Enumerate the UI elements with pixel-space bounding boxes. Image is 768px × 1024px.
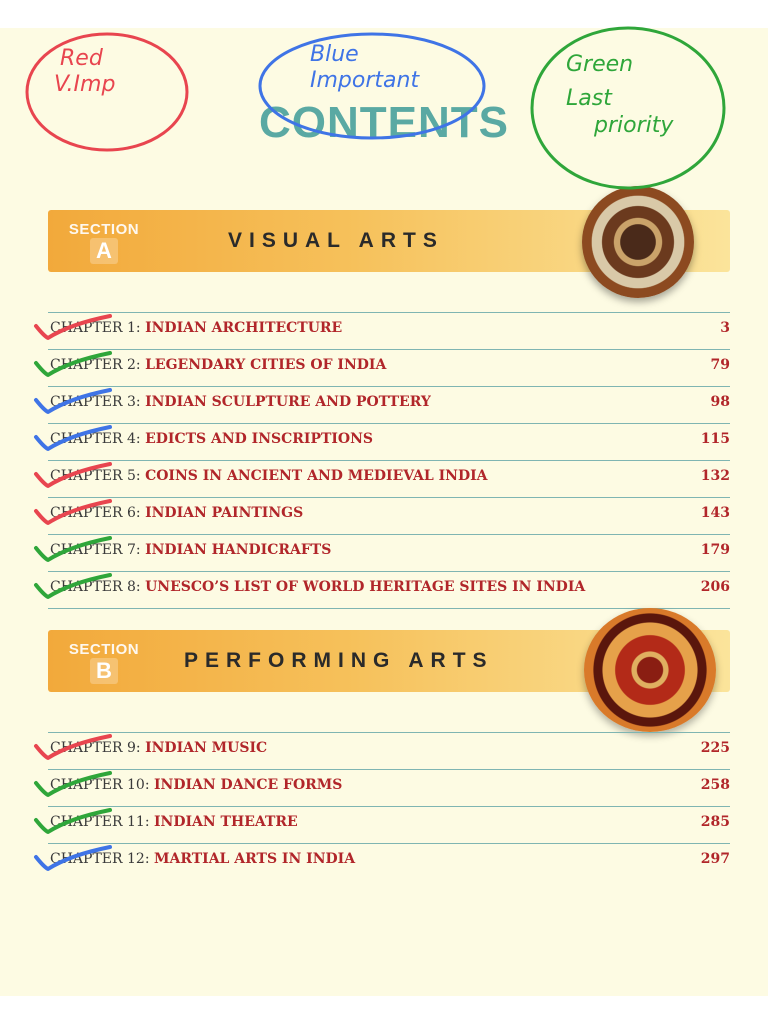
chapter-page: 132 xyxy=(700,468,730,484)
chapter-label xyxy=(50,431,373,447)
toc-row[interactable] xyxy=(48,386,730,423)
chapter-number: CHAPTER 5: xyxy=(50,468,146,484)
chapter-title: INDIAN PAINTINGS xyxy=(145,505,304,521)
chapter-label xyxy=(50,542,331,558)
chapter-label xyxy=(50,814,298,830)
chapter-page: 225 xyxy=(700,740,730,756)
chapter-label xyxy=(50,320,342,336)
chapter-page: 206 xyxy=(700,579,730,595)
chapter-page: 297 xyxy=(700,851,730,867)
chapter-title: UNESCO’S LIST OF WORLD HERITAGE SITES IN INDIA xyxy=(145,579,586,595)
divider xyxy=(48,608,730,609)
section-b-title: PERFORMING ARTS xyxy=(184,649,494,672)
chapter-number: CHAPTER 6: xyxy=(50,505,146,521)
chapter-number: CHAPTER 3: xyxy=(50,394,146,410)
annotation-blue-line1: Blue xyxy=(310,42,359,67)
chapter-title: EDICTS AND INSCRIPTIONS xyxy=(145,431,374,447)
section-a-badge xyxy=(50,212,158,272)
annotation-blue-line2: Important xyxy=(310,68,420,94)
chapter-page: 179 xyxy=(700,542,730,558)
toc-row[interactable] xyxy=(48,312,730,349)
chapter-number: CHAPTER 9: xyxy=(50,740,146,756)
chapter-title: INDIAN DANCE FORMS xyxy=(153,777,343,793)
chapter-label xyxy=(50,777,342,793)
chapter-label xyxy=(50,394,431,410)
annotation-red-line1: Red xyxy=(60,46,103,71)
chapter-label xyxy=(50,851,355,867)
section-b-label: SECTION xyxy=(68,640,140,658)
toc-row[interactable] xyxy=(48,349,730,386)
toc-row[interactable] xyxy=(48,423,730,460)
annotation-blue-text xyxy=(310,42,419,95)
toc-row[interactable] xyxy=(48,460,730,497)
chapter-page: 79 xyxy=(710,357,730,373)
toc-row[interactable] xyxy=(48,843,730,880)
chapter-page: 285 xyxy=(700,814,730,830)
chapter-title: INDIAN SCULPTURE AND POTTERY xyxy=(145,394,431,410)
chapter-number: CHAPTER 4: xyxy=(50,431,146,447)
chapter-title: COINS IN ANCIENT AND MEDIEVAL INDIA xyxy=(145,468,488,484)
toc-row[interactable] xyxy=(48,497,730,534)
chapter-title: MARTIAL ARTS IN INDIA xyxy=(153,851,356,867)
chapter-title: INDIAN THEATRE xyxy=(153,814,298,830)
chapter-number: CHAPTER 2: xyxy=(50,357,146,373)
annotation-red-text xyxy=(54,46,116,99)
toc-row[interactable] xyxy=(48,769,730,806)
decorative-plate-image xyxy=(582,186,694,298)
toc-row[interactable] xyxy=(48,571,730,608)
chapter-label xyxy=(50,740,267,756)
chapter-label xyxy=(50,579,585,595)
chapter-number: CHAPTER 12: xyxy=(50,851,154,867)
annotation-green-text xyxy=(566,52,673,139)
annotation-green-line3: priority xyxy=(594,112,674,138)
chapter-number: CHAPTER 1: xyxy=(50,320,146,336)
chapter-page: 115 xyxy=(700,431,730,447)
decorative-dance-medallion-image xyxy=(584,608,716,732)
chapter-title: INDIAN ARCHITECTURE xyxy=(145,320,343,336)
toc-row[interactable] xyxy=(48,806,730,843)
chapter-page: 258 xyxy=(700,777,730,793)
chapter-title: INDIAN MUSIC xyxy=(145,740,268,756)
chapter-page: 143 xyxy=(700,505,730,521)
section-b-letter: B xyxy=(90,658,118,684)
annotation-green-line1: Green xyxy=(566,52,634,77)
section-a-title: VISUAL ARTS xyxy=(228,229,444,252)
section-a-letter: A xyxy=(90,238,118,264)
chapter-title: INDIAN HANDICRAFTS xyxy=(145,542,332,558)
chapter-label xyxy=(50,468,488,484)
chapter-number: CHAPTER 8: xyxy=(50,579,146,595)
chapter-number: CHAPTER 7: xyxy=(50,542,146,558)
annotation-green-line2: Last xyxy=(566,86,612,112)
chapter-page: 3 xyxy=(720,320,730,336)
chapter-label xyxy=(50,505,303,521)
chapter-number: CHAPTER 10: xyxy=(50,777,154,793)
chapter-label xyxy=(50,357,386,373)
annotation-red-line2: V.Imp xyxy=(54,72,116,98)
chapter-title: LEGENDARY CITIES OF INDIA xyxy=(145,357,387,373)
chapter-number: CHAPTER 11: xyxy=(50,814,154,830)
chapter-page: 98 xyxy=(710,394,730,410)
section-a-label: SECTION xyxy=(68,220,140,238)
section-b-badge xyxy=(50,632,158,692)
toc-row[interactable] xyxy=(48,732,730,769)
toc-row[interactable] xyxy=(48,534,730,571)
page-title: CONTENTS xyxy=(259,98,509,147)
